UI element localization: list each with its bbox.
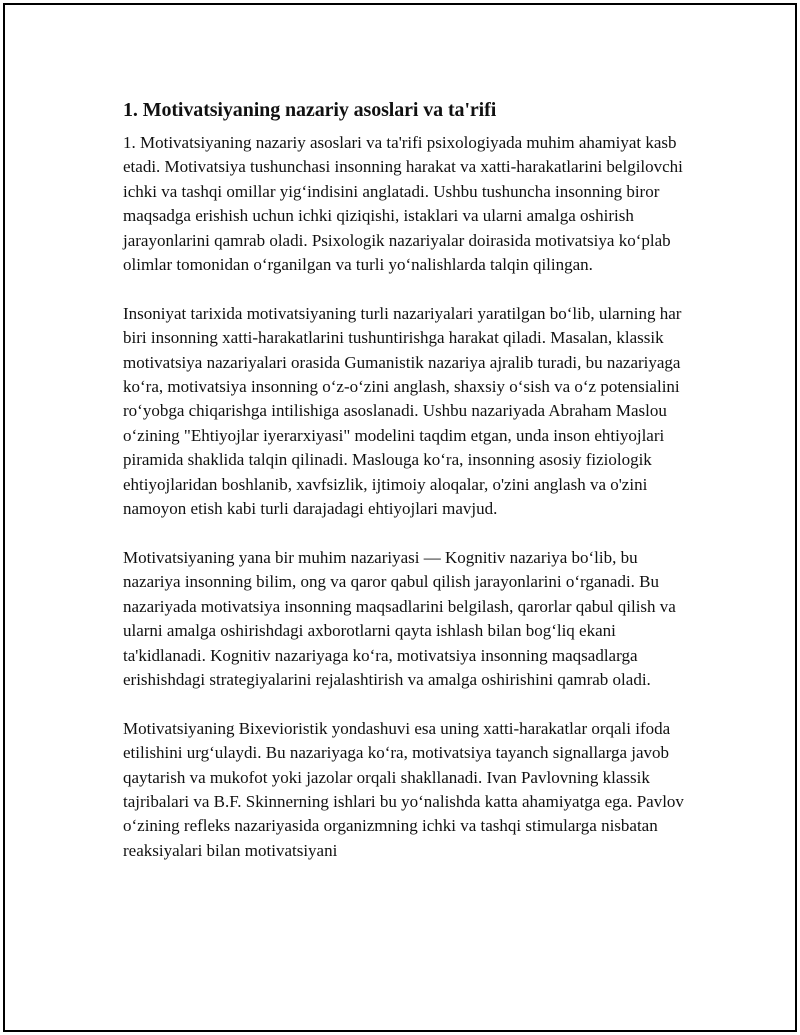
document-body bbox=[123, 97, 695, 888]
paragraph-cognitive-theory: Motivatsiyaning yana bir muhim nazariyasi — Kognitiv nazariya bo‘lib, bu nazariya insonning bilim, ong va qaror qabul qilish jarayonlarini o‘rganadi. Bu nazariyada motivatsiya insonning maqsadlarini belgilash, qarorlar qabul qilish va ularni amalga oshirishdagi axborotlarni qayta ishlash bilan bog‘liq ekani ta'kidlanadi. Kognitiv nazariyaga ko‘ra, motivatsiya insonning maqsadlarga erishishdagi strategiyalarini rejalashtirish va amalga oshirishini qamrab oladi. bbox=[123, 547, 676, 689]
paragraph-intro: 1. Motivatsiyaning nazariy asoslari va ta'rifi psixologiyada muhim ahamiyat kasb etadi. Motivatsiya tushunchasi insonning harakat va xatti-harakatlarini belgilovchi ichki va tashqi omillar yig‘indisini anglatadi. Ushbu tushuncha insonning biror maqsadga erishish uchun ichki qiziqishi, istaklari va ularni amalga oshirish jarayonlarini qamrab oladi. Psixologik nazariyalar doirasida motivatsiya ko‘plab olimlar tomonidan o‘rganilgan va turli yo‘nalishlarda talqin qilingan. bbox=[123, 133, 683, 275]
paragraph-humanistic-theory: Insoniyat tarixida motivatsiyaning turli nazariyalari yaratilgan bo‘lib, ularning har biri insonning xatti-harakatlarini tushuntirishga harakat qiladi. Masalan, klassik motivatsiya nazariyalari orasida Gumanistik nazariya ajralib turadi, bu nazariyaga ko‘ra, motivatsiya insonning o‘z-o‘zini anglash, shaxsiy o‘sish va o‘z potensialini ro‘yobga chiqarishga intilishiga asoslanadi. Ushbu nazariyada Abraham Maslou o‘zining "Ehtiyojlar iyerarxiyasi" modelini taqdim etgan, unda inson ehtiyojlari piramida shaklida talqin qilinadi. Maslouga ko‘ra, insonning asosiy fiziologik ehtiyojlaridan boshlanib, xavfsizlik, ijtimoiy aloqalar, o'zini anglash va o'zini namoyon etish kabi turli darajadagi ehtiyojlari mavjud. bbox=[123, 303, 682, 519]
paragraph-behaviorist-approach: Motivatsiyaning Bixevioristik yondashuvi esa uning xatti-harakatlar orqali ifoda etilishini urg‘ulaydi. Bu nazariyaga ko‘ra, motivatsiya tayanch signallarga javob qaytarish va mukofot yoki jazolar orqali shakllanadi. Ivan Pavlovning klassik tajribalari va B.F. Skinnerning ishlari bu yo‘nalishda katta ahamiyatga ega. Pavlov o‘zining refleks nazariyasida organizmning ichki va tashqi stimularga nisbatan reaksiyalari bilan motivatsiyani bbox=[123, 718, 684, 860]
section-heading: 1. Motivatsiyaning nazariy asoslari va ta'rifi bbox=[123, 99, 497, 121]
page-frame bbox=[3, 3, 797, 1032]
